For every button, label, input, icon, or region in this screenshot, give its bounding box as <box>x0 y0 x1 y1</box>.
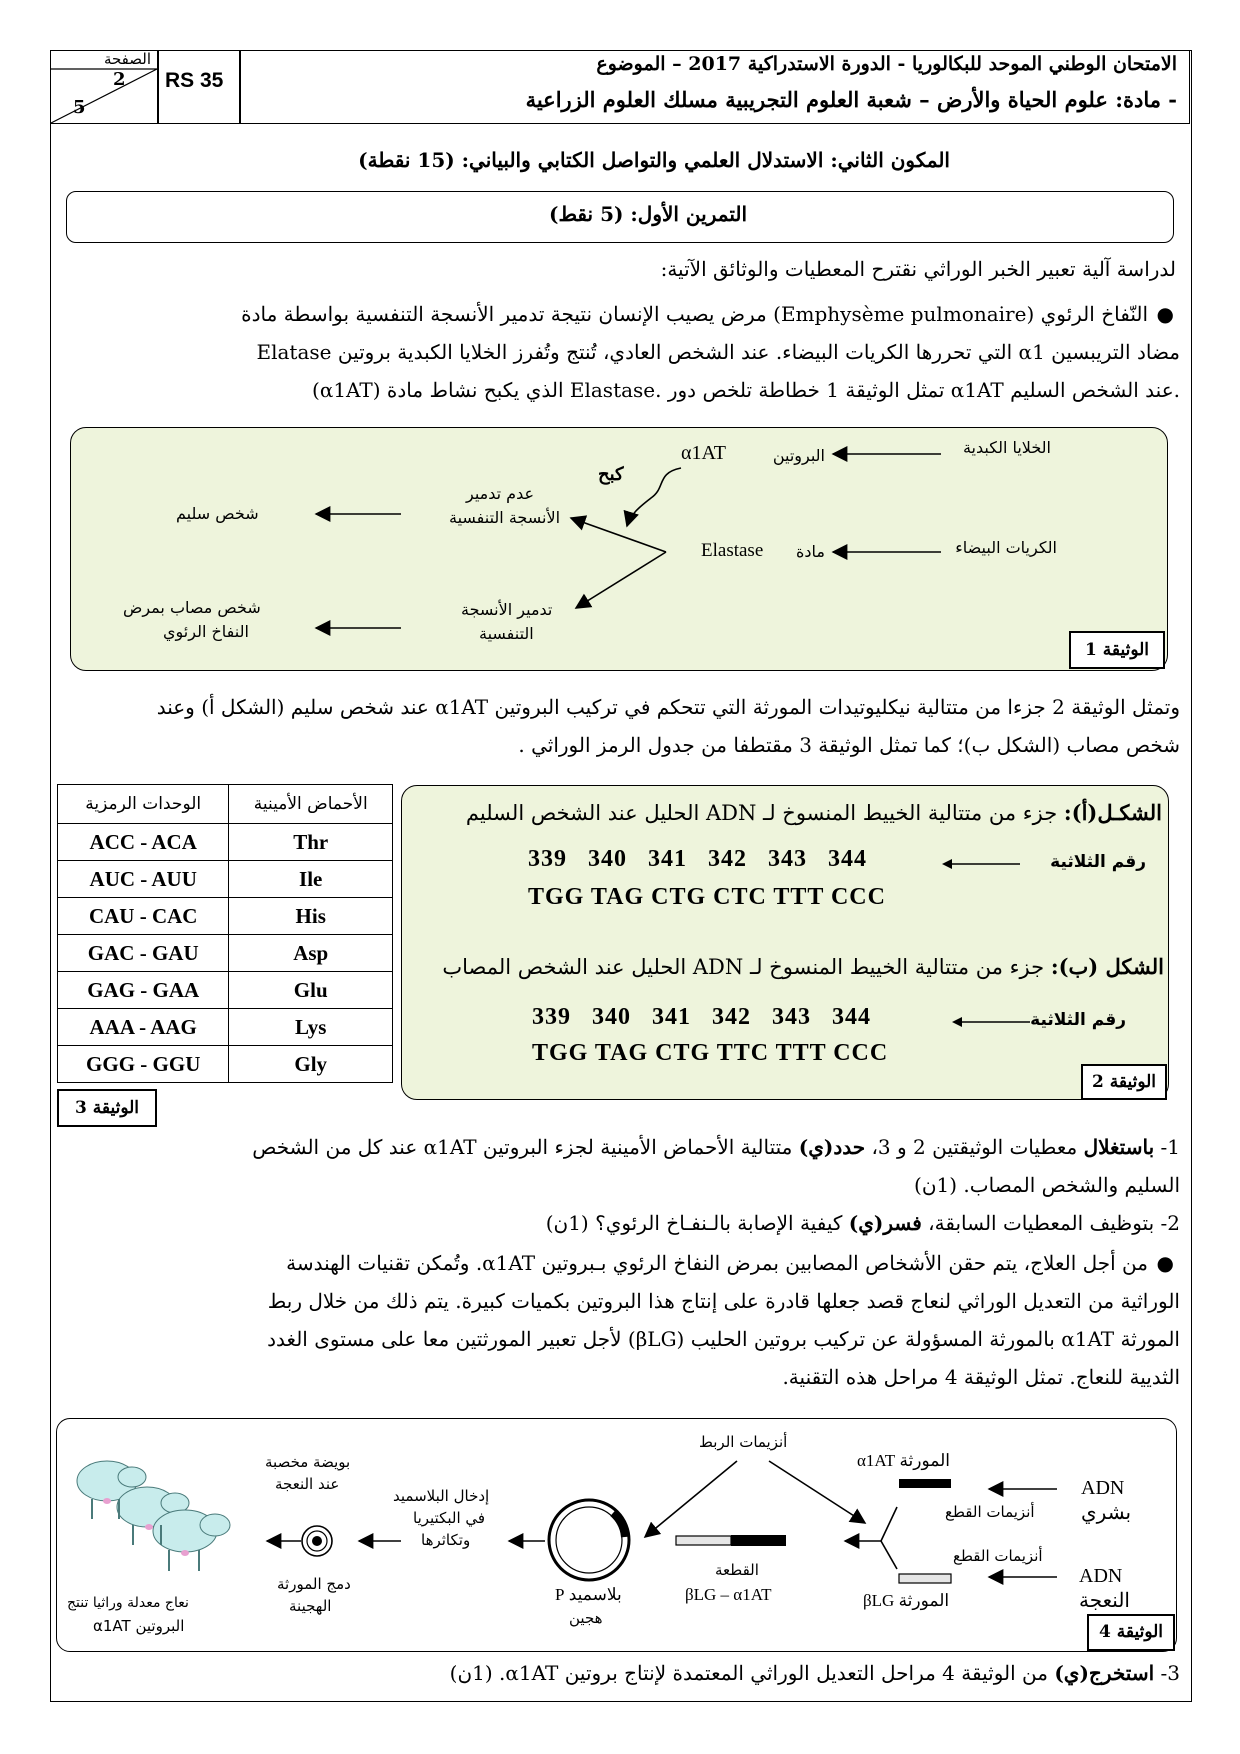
amino-cell: His <box>229 898 393 935</box>
paragraph-2-line2: شخص مصاب (الشكل ب)؛ كما تمثل الوثيقة 3 مقتطفا من جدول الرمز الوراثي . <box>518 733 1180 757</box>
paragraph-3-line4: الثديية للنعاج. تمثل الوثيقة 4 مراحل هذه التقنية. <box>782 1365 1180 1389</box>
document-1-tag: الوثيقة 1 <box>1069 631 1165 669</box>
document-3-tag: الوثيقة 3 <box>57 1089 157 1127</box>
bullet: ● <box>1156 302 1174 326</box>
document-2-tag: الوثيقة 2 <box>1081 1064 1167 1100</box>
amino-cell: Gly <box>229 1046 393 1083</box>
fertilized-egg-label-2: عند النعجة <box>275 1475 340 1493</box>
gene-a1at-label: المورثة α1AT <box>857 1451 951 1470</box>
restriction-enzymes-label-2: أنزيمات القطع <box>953 1547 1043 1565</box>
sequence-a: TGG TAG CTG CTC TTT CCC <box>528 884 886 910</box>
codon-cell: CAU - CAC <box>58 898 229 935</box>
table-row <box>58 898 393 935</box>
protein-name: α1AT <box>681 442 726 464</box>
codon-cell: GAG - GAA <box>58 972 229 1009</box>
genetic-code-table <box>57 784 393 1083</box>
codon-cell: GGG - GGU <box>58 1046 229 1083</box>
codon-cell: ACC - ACA <box>58 824 229 861</box>
exercise-title-box <box>66 191 1174 243</box>
healthy-person-label: شخص سليم <box>176 504 259 523</box>
amino-acids-header: الأحماض الأمينية <box>229 785 393 824</box>
question-2-line <box>60 1204 1180 1242</box>
gene-blg-label: المورثة βLG <box>863 1591 950 1610</box>
exam-title-box <box>240 50 1190 124</box>
figure-b-text: جزء من متتالية الخييط المنسوخ لـ ADN الحليل عند الشخص المصاب <box>442 955 1045 979</box>
question-3-text: من الوثيقة 4 مراحل التعديل الوراثي المعتمدة لإنتاج بروتين α1AT. (1ن) <box>449 1661 1048 1685</box>
no-destruction-label-1: عدم تدمير <box>466 484 535 503</box>
question-1-text-b: متتالية الأحماض الأمينية لجزء البروتين α1AT عند كل من الشخص <box>252 1135 793 1159</box>
question-2-number: 2- <box>1160 1211 1180 1235</box>
modified-sheep-label-2: البروتين α1AT <box>93 1617 185 1635</box>
question-1-text-a: معطيات الوثيقتين 2 و 3، <box>871 1135 1078 1159</box>
triplet-label-b: رقم الثلاثية <box>1030 1010 1126 1030</box>
codon-cell: AUC - AUU <box>58 861 229 898</box>
elastase-label: Elastase <box>701 540 764 561</box>
liver-cells-label: الخلايا الكبدية <box>962 438 1051 457</box>
section-title: المكون الثاني: الاستدلال العلمي والتواصل الكتابي والبياني: (15 نقطة) <box>358 148 950 172</box>
intro-text: لدراسة آلية تعبير الخبر الوراثي نقترح المعطيات والوثائق الآتية: <box>660 257 1176 281</box>
codons-header: الوحدات الرمزية <box>58 785 229 824</box>
question-1-verb1: باستغلال <box>1083 1135 1155 1159</box>
page-number-box <box>50 50 158 124</box>
sick-person-label-2: النفاخ الرئوي <box>163 622 249 641</box>
question-2-verb: فسر(ي) <box>848 1211 922 1235</box>
question-2-text-a: بتوظيف المعطيات السابقة، <box>928 1211 1155 1235</box>
exam-title-line2: - مادة: علوم الحياة والأرض – شعبة العلوم التجريبية مسلك العلوم الزراعية <box>525 87 1177 112</box>
plasmid-label-2: هجين <box>569 1609 603 1627</box>
sheep-group <box>77 1461 230 1571</box>
paragraph-3-line1 <box>60 1244 1180 1282</box>
triplet-numbers-b: 339 340 341 342 343 344 <box>532 1004 871 1030</box>
codon-cell: GAC - GAU <box>58 935 229 972</box>
exam-title-line1: الامتحان الوطني الموحد للبكالوريا - الدورة الاستدراكية 2017 – الموضوع <box>596 53 1177 75</box>
substance-label: مادة <box>796 542 825 561</box>
amino-cell: Glu <box>229 972 393 1009</box>
paragraph-3-line2: الوراثية من التعديل الوراثي لنعاج قصد جعلها قادرة على إنتاج هذا البروتين بكميات كبيرة. يتم ذلك من خلال ربط <box>267 1289 1180 1313</box>
paragraph-1 <box>60 295 1180 409</box>
exam-code: RS 35 <box>165 69 224 92</box>
paragraph-3-line1-text: من أجل العلاج، يتم حقن الأشخاص المصابين بمرض النفاخ الرئوي بـبروتين α1AT. وتُمكن تقنيات الهندسة <box>286 1251 1148 1275</box>
paragraph-3-line3: المورثة α1AT بالمورثة المسؤولة عن تركيب بروتين الحليب (βLG) لأجل تعبير المورثتين معا على مستوى الغدد <box>267 1327 1180 1351</box>
fragment-label-2: βLG – α1AT <box>685 1585 772 1604</box>
paragraph-2-line1: وتمثل الوثيقة 2 جزءا من متتالية نيكليوتيدات المورثة التي تتحكم في تركيب البروتين α1AT عند شخص سليم (الشكل أ) وعند <box>156 695 1180 719</box>
insert-label-1: إدخال البلاسميد <box>393 1487 490 1505</box>
document-4-panel <box>56 1418 1177 1652</box>
table-row <box>58 972 393 1009</box>
insert-label-2: في البكتيريا <box>413 1509 486 1527</box>
destruction-label-1: تدمير الأنسجة <box>461 600 553 619</box>
figure-a-text: جزء من متتالية الخييط المنسوخ لـ ADN الحليل عند الشخص السليم <box>465 801 1058 825</box>
white-cells-label: الكريات البيضاء <box>955 538 1057 557</box>
amino-cell: Lys <box>229 1009 393 1046</box>
paragraph-3 <box>60 1244 1180 1396</box>
figure-b-label: الشكل (ب): <box>1050 954 1164 979</box>
figure-a-caption <box>466 800 1162 825</box>
question-1-number: 1- <box>1160 1135 1180 1159</box>
codon-cell: AAA - AAG <box>58 1009 229 1046</box>
table-row <box>58 1009 393 1046</box>
insert-label-3: وتكاثرها <box>421 1531 471 1549</box>
question-3 <box>60 1654 1180 1692</box>
paragraph-1-line3: (α1AT) الذي يكبح نشاط مادة Elastase. تمثل الوثيقة 1 خطاطة تلخص دور α1AT عند الشخص السليم. <box>312 378 1180 402</box>
paragraph-1-line2: Elatase التي تحررها الكريات البيضاء. عند الشخص العادي، تُنتج وتُفرز الخلايا الكبدية بروتين α1 مضاد التريبسين <box>256 340 1180 364</box>
page-label: الصفحة <box>103 50 151 68</box>
question-3-verb: استخرج(ي) <box>1054 1661 1155 1685</box>
sequence-b: TGG TAG CTG TTC TTT CCC <box>532 1040 889 1066</box>
triplet-numbers-a: 339 340 341 342 343 344 <box>528 846 867 872</box>
destruction-label-2: التنفسية <box>479 624 534 643</box>
modified-sheep-label-1: نعاج معدلة وراثيا تنتج <box>67 1595 189 1611</box>
human-dna-label: ADN بشري <box>1081 1477 1132 1524</box>
inhibition-label: كبح <box>598 464 624 485</box>
page-total: 5 <box>73 97 86 118</box>
restriction-enzymes-label-1: أنزيمات القطع <box>945 1503 1035 1521</box>
document-1-panel <box>70 427 1168 671</box>
fertilized-egg-label-1: بويضة مخصبة <box>265 1453 351 1471</box>
merge-label-2: الهجينة <box>289 1597 332 1615</box>
page-current: 2 <box>113 69 126 90</box>
paragraph-1-line1-text: النّفاخ الرئوي (Emphysème pulmonaire) مرض يصيب الإنسان نتيجة تدمير الأنسجة التنفسية بواسطة مادة <box>241 302 1148 326</box>
exercise-title: التمرين الأول: (5 نقط) <box>548 202 747 226</box>
question-1-verb2: حدد(ي) <box>798 1135 866 1159</box>
ligase-label: أنزيمات الربط <box>699 1433 788 1451</box>
document-4-diagram <box>57 1419 1178 1653</box>
exam-code-box <box>158 50 240 124</box>
amino-cell: Ile <box>229 861 393 898</box>
question-3-line <box>60 1654 1180 1692</box>
question-2 <box>60 1204 1180 1242</box>
table-row <box>58 935 393 972</box>
plasmid-label-1: بلاسميد P <box>555 1585 622 1604</box>
no-destruction-label-2: الأنسجة التنفسية <box>449 508 561 527</box>
fragment-label-1: القطعة <box>715 1561 759 1579</box>
bullet: ● <box>1156 1251 1174 1275</box>
amino-cell: Thr <box>229 824 393 861</box>
triplet-arrow-a <box>942 854 1022 874</box>
document-4-tag: الوثيقة 4 <box>1087 1614 1175 1651</box>
sheep-dna-label: ADN النعجة <box>1079 1565 1130 1612</box>
paragraph-2 <box>60 688 1180 764</box>
merge-label-1: دمج المورثة <box>277 1575 351 1593</box>
table-row <box>58 824 393 861</box>
figure-b-caption <box>442 954 1164 979</box>
question-1-line2: السليم والشخص المصاب. (1ن) <box>914 1173 1180 1197</box>
sick-person-label-1: شخص مصاب بمرض <box>123 598 261 617</box>
document-2-panel <box>401 785 1169 1100</box>
triplet-label-a: رقم الثلاثية <box>1050 852 1146 872</box>
table-header-row <box>58 785 393 824</box>
paragraph-1-line1 <box>60 295 1180 333</box>
question-1-line1 <box>60 1128 1180 1166</box>
table-row <box>58 1046 393 1083</box>
triplet-arrow-b <box>952 1012 1032 1032</box>
amino-cell: Asp <box>229 935 393 972</box>
protein-label: البروتين <box>772 446 825 465</box>
question-3-number: 3- <box>1160 1661 1180 1685</box>
table-row <box>58 861 393 898</box>
figure-a-label: الشكـل(أ): <box>1063 800 1162 825</box>
question-1 <box>60 1128 1180 1204</box>
question-2-text-b: كيفية الإصابة بالـنفـاخ الرئوي؟ (1ن) <box>545 1211 843 1235</box>
